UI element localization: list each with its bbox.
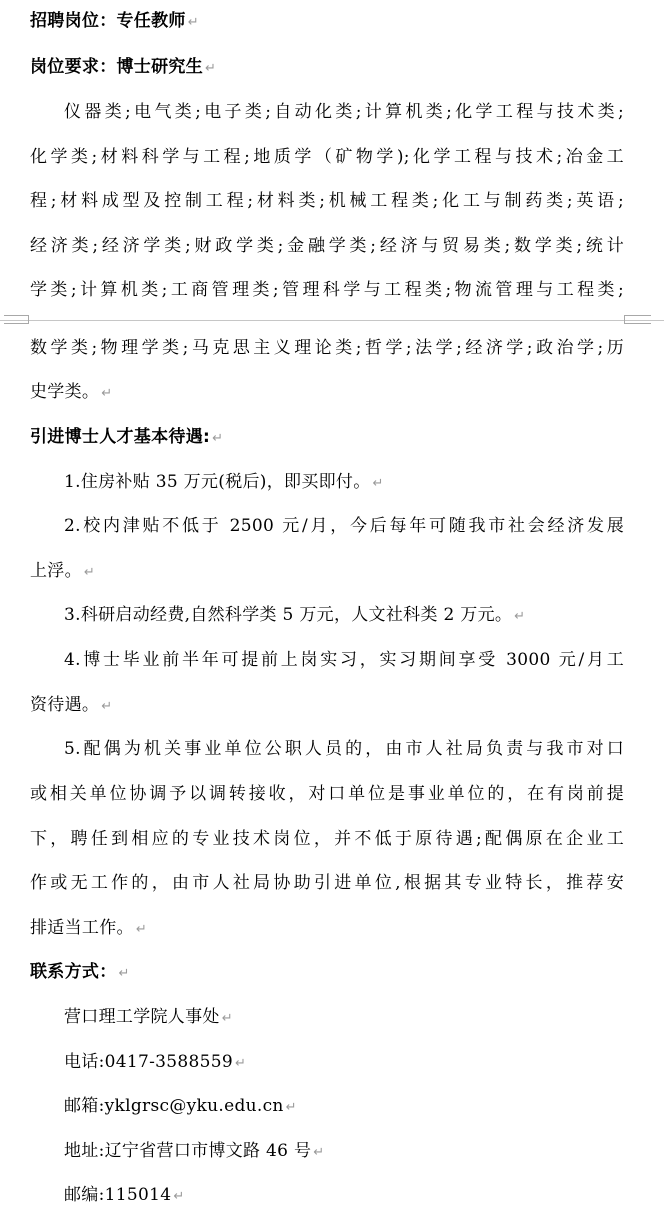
paragraph-mark-icon: ↵: [118, 966, 130, 981]
contact-organization: 营口理工学院人事处 ↵: [64, 1007, 233, 1027]
paragraph-mark-icon: ↵: [101, 699, 113, 714]
disciplines-line-4: 经济类;经济学类;财政学类;金融学类;经济与贸易类;数学类;统计: [30, 236, 624, 256]
benefit-item-4-line-2: 资待遇。 ↵: [30, 695, 113, 715]
benefits-heading: 引进博士人才基本待遇: ↵: [30, 427, 224, 447]
paragraph-mark-icon: ↵: [234, 1056, 247, 1071]
paragraph-mark-icon: ↵: [285, 1100, 297, 1115]
paragraph-mark-icon: ↵: [212, 431, 224, 446]
benefit-item-4-line-1: 4.博士毕业前半年可提前上岗实习，实习期间享受 3000 元/月工: [64, 650, 624, 670]
paragraph-mark-icon: ↵: [372, 476, 384, 491]
disciplines-line-6: 数学类;物理学类;马克思主义理论类;哲学;法学;经济学;政治学;历: [30, 338, 624, 358]
contact-address: 地址:辽宁省营口市博文路 46 号 ↵: [64, 1141, 325, 1161]
benefit-item-2-line-2: 上浮。 ↵: [30, 561, 96, 581]
requirement-line: [30, 55, 216, 79]
disciplines-line-1: 仪器类;电气类;电子类;自动化类;计算机类;化学工程与技术类;: [64, 102, 624, 122]
contact-email: 邮箱:yklgrsc@yku.edu.cn ↵: [64, 1096, 297, 1116]
paragraph-mark-icon: ↵: [205, 61, 217, 76]
page-corner-marker-left-icon: [4, 315, 29, 324]
benefit-item-2-line-1: 2.校内津贴不低于 2500 元/月，今后每年可随我市社会经济发展: [64, 516, 624, 536]
paragraph-mark-icon: ↵: [221, 1011, 233, 1026]
page-corner-marker-right-icon: [624, 315, 651, 324]
benefit-item-5-line-5: 排适当工作。 ↵: [30, 918, 148, 938]
paragraph-mark-icon: ↵: [173, 1189, 185, 1204]
benefit-item-3: 3.科研启动经费,自然科学类 5 万元，人文社科类 2 万元。 ↵: [64, 605, 526, 625]
paragraph-mark-icon: ↵: [83, 565, 96, 580]
requirement-label: 岗位要求：: [30, 57, 117, 77]
disciplines-line-2: 化学类;材料科学与工程;地质学（矿物学);化学工程与技术;冶金工: [30, 147, 624, 167]
recruit-position-label: 招聘岗位：: [30, 11, 117, 31]
benefit-item-5-line-1: 5.配偶为机关事业单位公职人员的，由市人社局负责与我市对口: [64, 739, 624, 759]
paragraph-mark-icon: ↵: [187, 15, 199, 30]
recruit-position-value: 专任教师: [116, 11, 186, 31]
disciplines-line-3: 程;材料成型及控制工程;材料类;机械工程类;化工与制药类;英语;: [30, 191, 624, 211]
page-break-line: [0, 320, 664, 321]
benefit-item-5-line-3: 下，聘任到相应的专业技术岗位，并不低于原待遇;配偶原在企业工: [30, 829, 624, 849]
benefit-item-1: 1.住房补贴 35 万元(税后)，即买即付。 ↵: [64, 472, 384, 492]
paragraph-mark-icon: ↵: [313, 1145, 325, 1160]
disciplines-line-5: 学类;计算机类;工商管理类;管理科学与工程类;物流管理与工程类;: [30, 280, 624, 300]
benefit-item-5-line-4: 作或无工作的，由市人社局协助引进单位,根据其专业特长，推荐安: [30, 873, 624, 893]
contact-heading: 联系方式： ↵: [30, 962, 130, 982]
benefit-item-5-line-2: 或相关单位协调予以调转接收，对口单位是事业单位的，在有岗前提: [30, 784, 624, 804]
paragraph-mark-icon: ↵: [101, 386, 113, 401]
recruit-position-line: [30, 9, 199, 33]
paragraph-mark-icon: ↵: [514, 609, 526, 624]
contact-phone: 电话:0417-3588559 ↵: [64, 1052, 247, 1072]
disciplines-line-7: 史学类。 ↵: [30, 382, 113, 402]
contact-postcode: 邮编:115014 ↵: [64, 1185, 185, 1205]
requirement-value: 博士研究生: [116, 57, 203, 77]
paragraph-mark-icon: ↵: [135, 922, 148, 937]
